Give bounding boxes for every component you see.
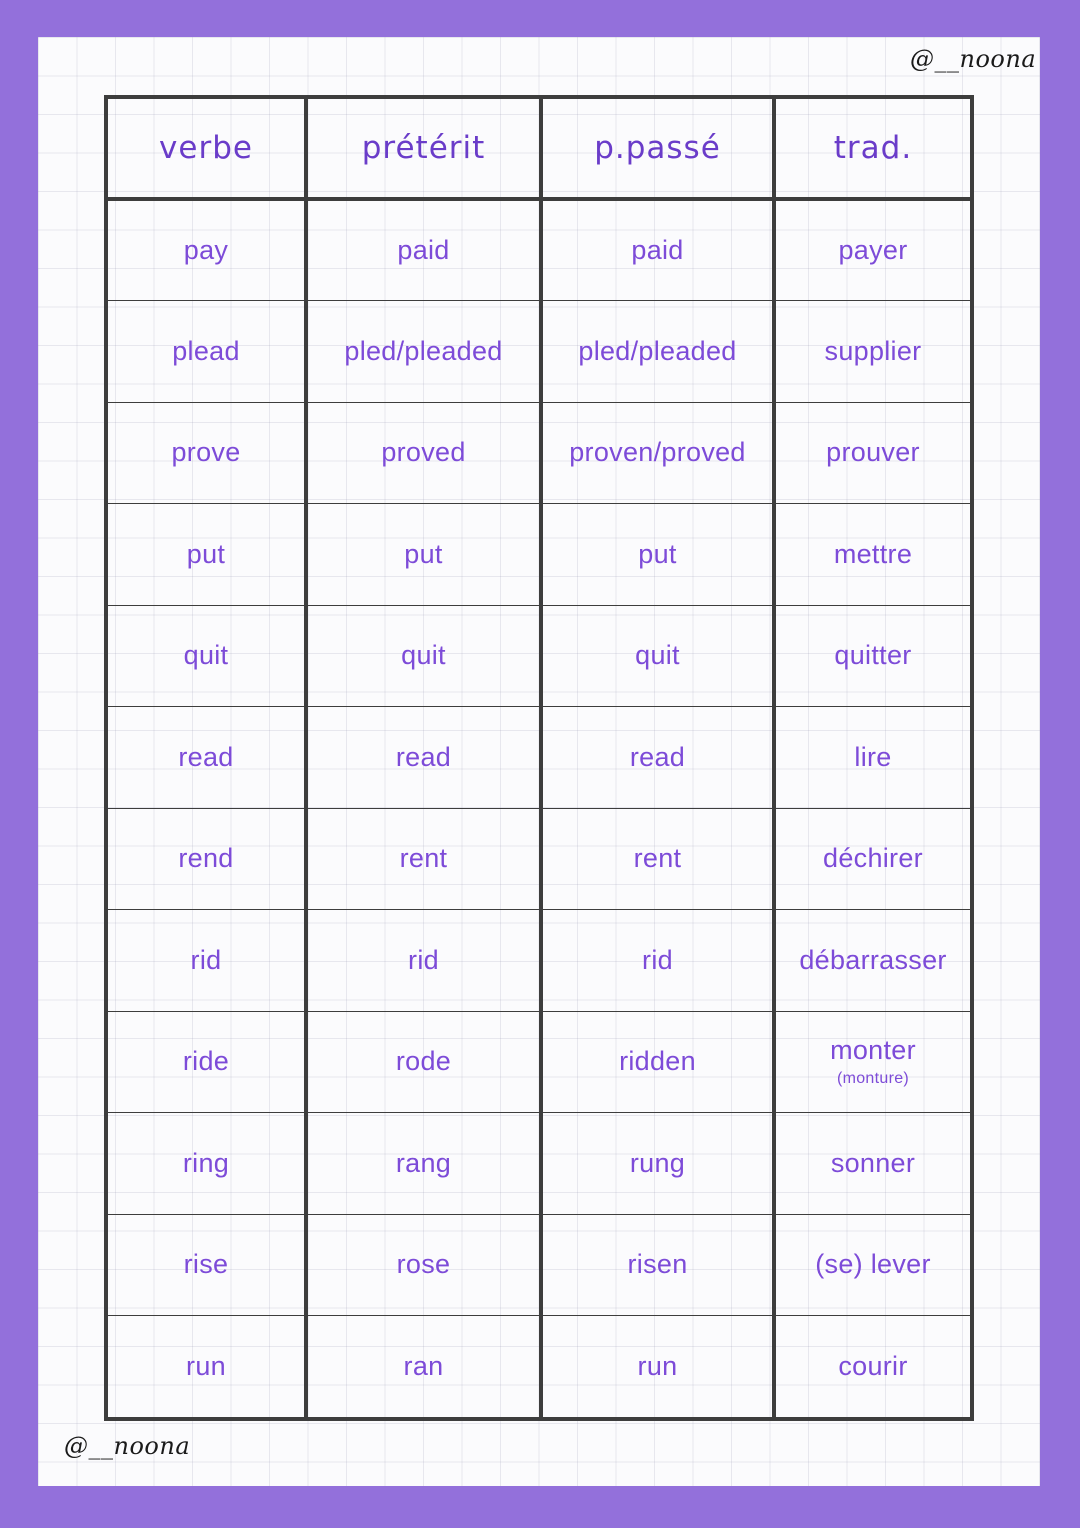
cell-trad: quitter bbox=[774, 605, 970, 707]
cell-ppasse: rid bbox=[541, 910, 774, 1012]
cell-preterit: rode bbox=[306, 1011, 541, 1113]
cell-trad: sonner bbox=[774, 1113, 970, 1215]
cell-verbe: read bbox=[108, 707, 306, 809]
table-row bbox=[108, 301, 970, 403]
cell-verbe: plead bbox=[108, 301, 306, 403]
cell-ppasse: ridden bbox=[541, 1011, 774, 1113]
cell-ppasse: read bbox=[541, 707, 774, 809]
table-row bbox=[108, 808, 970, 910]
cell-preterit: quit bbox=[306, 605, 541, 707]
cell-trad: débarrasser bbox=[774, 910, 970, 1012]
header-preterit: prétérit bbox=[306, 99, 541, 199]
cell-preterit: put bbox=[306, 504, 541, 606]
cell-verbe: pay bbox=[108, 199, 306, 301]
table-row bbox=[108, 1316, 970, 1418]
cell-ppasse: proven/proved bbox=[541, 402, 774, 504]
cell-trad: mettre bbox=[774, 504, 970, 606]
cell-ppasse: quit bbox=[541, 605, 774, 707]
cell-trad: payer bbox=[838, 235, 908, 265]
cell-preterit: read bbox=[306, 707, 541, 809]
table-row bbox=[108, 910, 970, 1012]
cell-verbe: ride bbox=[108, 1011, 306, 1113]
table-row bbox=[108, 605, 970, 707]
cell-verbe: put bbox=[108, 504, 306, 606]
table-row bbox=[108, 1214, 970, 1316]
table-row bbox=[108, 1011, 970, 1113]
cell-trad: lire bbox=[774, 707, 970, 809]
header-row bbox=[108, 99, 970, 199]
cell-ppasse: rent bbox=[541, 808, 774, 910]
cell-verbe: rend bbox=[108, 808, 306, 910]
verb-table bbox=[104, 95, 974, 1421]
watermark-bottom: @__noona bbox=[64, 1432, 191, 1460]
table-row bbox=[108, 199, 970, 301]
header-trad: trad. bbox=[774, 99, 970, 199]
cell-ppasse: paid bbox=[541, 199, 774, 301]
grid-paper bbox=[38, 37, 1040, 1486]
watermark-top: @__noona bbox=[910, 45, 1037, 73]
cell-preterit: rid bbox=[306, 910, 541, 1012]
header-ppasse: p.passé bbox=[541, 99, 774, 199]
table-row bbox=[108, 1113, 970, 1215]
cell-trad: (se) lever bbox=[774, 1214, 970, 1316]
cell-ppasse: pled/pleaded bbox=[541, 301, 774, 403]
cell-trad: prouver bbox=[774, 402, 970, 504]
header-verbe: verbe bbox=[108, 99, 306, 199]
cell-verbe: prove bbox=[108, 402, 306, 504]
table-row bbox=[108, 707, 970, 809]
cell-trad: courir bbox=[774, 1316, 970, 1418]
cell-preterit: pled/pleaded bbox=[306, 301, 541, 403]
cell-preterit: paid bbox=[306, 199, 541, 301]
cell-preterit: rang bbox=[306, 1113, 541, 1215]
cell-preterit: ran bbox=[306, 1316, 541, 1418]
cell-trad bbox=[774, 1011, 970, 1113]
cell-ppasse: risen bbox=[541, 1214, 774, 1316]
cell-trad: supplier bbox=[774, 301, 970, 403]
cell-verbe: rid bbox=[108, 910, 306, 1012]
cell-verbe: quit bbox=[108, 605, 306, 707]
table-row bbox=[108, 402, 970, 504]
cell-ppasse: rung bbox=[541, 1113, 774, 1215]
cell-verbe: ring bbox=[108, 1113, 306, 1215]
cell-ppasse: put bbox=[541, 504, 774, 606]
cell-trad-note: (monture) bbox=[836, 1070, 910, 1088]
cell-trad: déchirer bbox=[774, 808, 970, 910]
cell-trad-main: monter bbox=[830, 1035, 916, 1066]
cell-preterit: proved bbox=[306, 402, 541, 504]
cell-preterit: rent bbox=[306, 808, 541, 910]
cell-verbe: rise bbox=[108, 1214, 306, 1316]
cell-ppasse: run bbox=[541, 1316, 774, 1418]
cell-verbe: run bbox=[108, 1316, 306, 1418]
cell-preterit: rose bbox=[306, 1214, 541, 1316]
table-row bbox=[108, 504, 970, 606]
